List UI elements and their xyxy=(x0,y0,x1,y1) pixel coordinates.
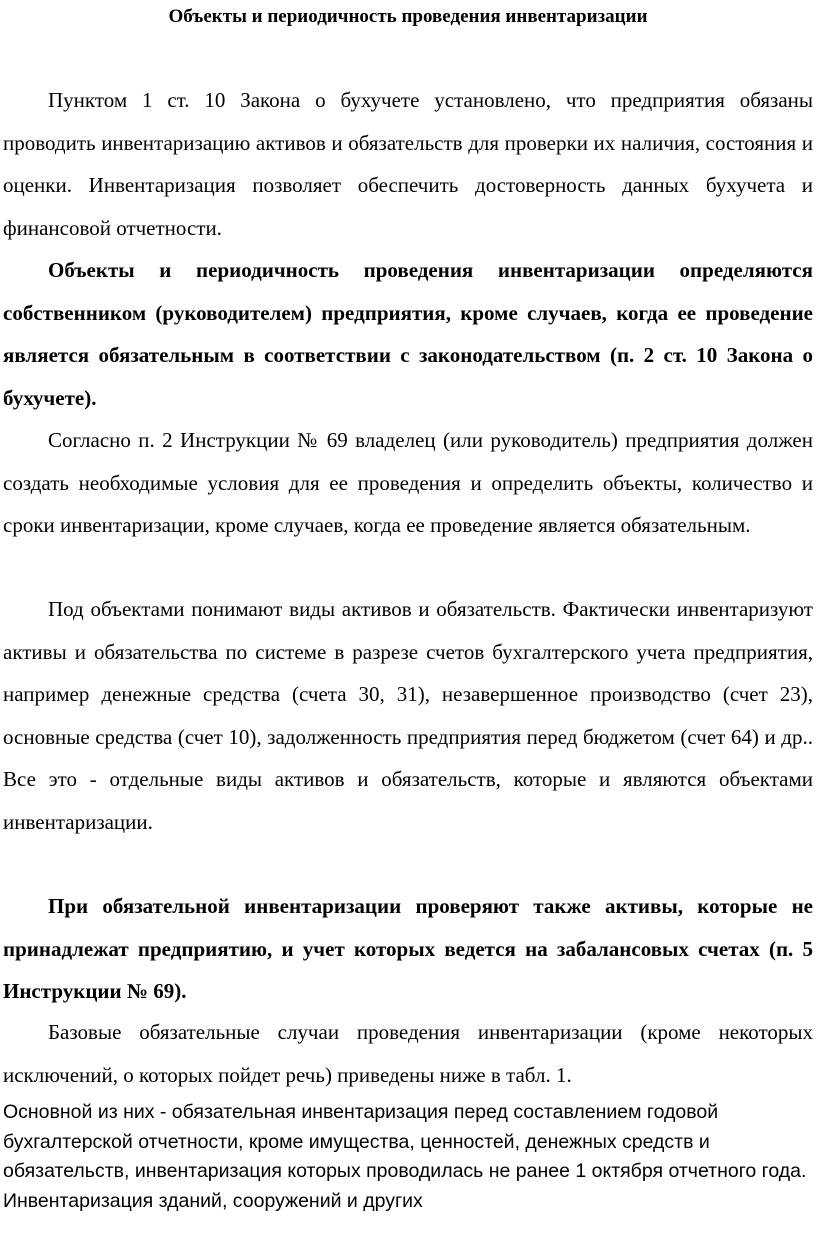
paragraph-instruction-69: Согласно п. 2 Инструкции № 69 владелец (или руководитель) предприятия должен создать необходимые условия для ее проведения и определить объекты, количество и сроки инвентаризации, кроме случаев, когда ее проведение является обязательным. xyxy=(3,428,813,537)
paragraph-off-balance-assets: При обязательной инвентаризации проверяют также активы, которые не принадлежат предприятию, и учет которых ведется на забалансовых счетах (п. 5 Инструкции № 69). xyxy=(3,894,813,1003)
paragraph-inventory-objects: Под объектами понимают виды активов и обязательств. Фактически инвентаризуют активы и обязательства по системе в разрезе счетов бухгалтерского учета предприятия, например денежные средства (счета 30, 31), незавершенное производство (счет 23), основные средства (счет 10), задолженность предприятия перед бюджетом (счет 64) и др.. Все это - отдельные виды активов и обязательств, которые и являются объектами инвентаризации. xyxy=(3,597,813,834)
paragraph-inventory-law: Пунктом 1 ст. 10 Закона о бухучете установлено, что предприятия обязаны проводить инвентаризацию активов и обязательств для проверки их наличия, состояния и оценки. Инвентаризация позволяет обеспечить достоверность данных бухучета и финансовой отчетности. xyxy=(3,88,813,240)
paragraph-annual-inventory: Основной из них - обязательная инвентаризация перед составлением годовой бухгалтерской отчетности, кроме имущества, ценностей, денежных средств и обязательств, инвентаризация которых проводилась не ранее 1 октября отчетного года. Инвентаризация зданий, сооружений и других xyxy=(3,1101,807,1212)
document-title: Объекты и периодичность проведения инвентаризации xyxy=(168,6,648,27)
paragraph-owner-defines: Объекты и периодичность проведения инвентаризации определяются собственником (руководителем) предприятия, кроме случаев, когда ее проведение является обязательным в соответствии с законодательством (п. 2 ст. 10 Закона о бухучете). xyxy=(3,258,813,410)
paragraph-basic-cases: Базовые обязательные случаи проведения инвентаризации (кроме некоторых исключений, о которых пойдет речь) приведены ниже в табл. 1. xyxy=(3,1020,813,1087)
